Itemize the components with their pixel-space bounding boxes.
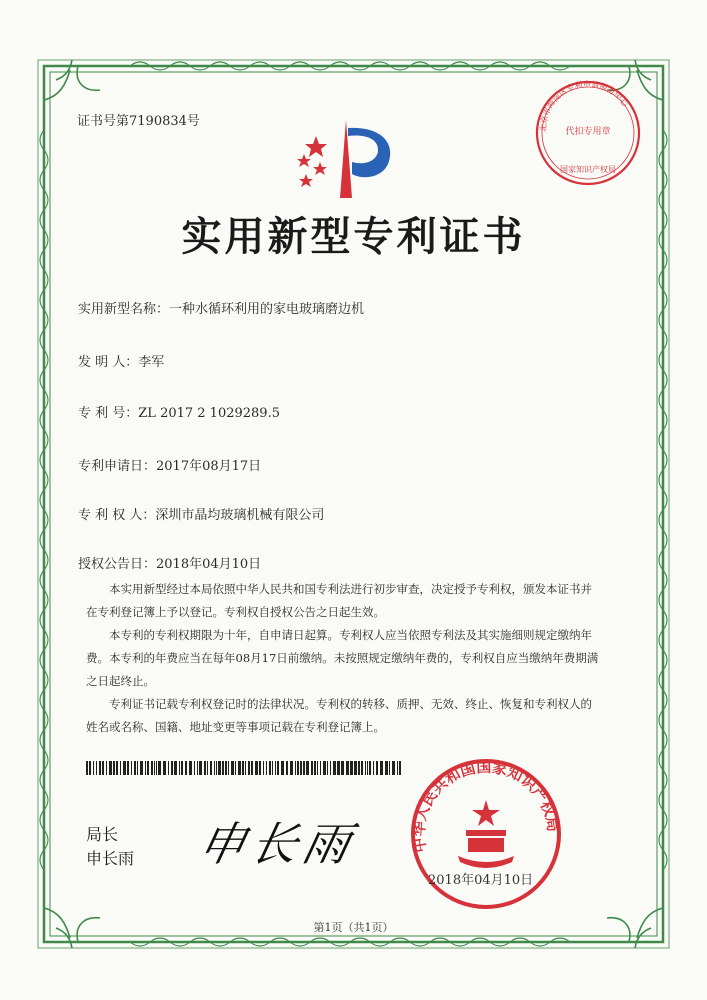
field-application-date: 专利申请日：2017年08月17日 [78,459,262,474]
agent-seal-icon [533,78,643,188]
agent-seal-bottom-text: 国家知识产权局 [560,165,616,174]
certificate-body [86,578,601,739]
agent-seal-inner-text: 代扣专用章 [565,127,611,137]
field-patentee: 专 利 权 人：深圳市晶均玻璃机械有限公司 [78,508,325,523]
official-seal-icon [408,756,564,912]
cnipa-logo-icon [296,118,408,200]
certificate-number: 证书号第7190834号 [77,114,200,129]
handwritten-signature: 申长雨 [193,817,362,871]
signature-name: 申长雨 [86,849,135,868]
field-utility-model-name: 实用新型名称：一种水循环利用的家电玻璃磨边机 [78,302,365,317]
field-inventor: 发 明 人：李军 [78,355,165,370]
barcode [86,761,406,775]
page-title: 实用新型专利证书 [181,214,526,260]
official-seal-text: 中华人民共和国国家知识产权局 [409,757,563,854]
svg-text:北京市海淀区专利申请服务中心 [538,79,630,132]
agent-seal-outer-text: 北京市海淀区专利申请服务中心 [538,79,630,133]
field-grant-date: 授权公告日：2018年04月10日 [78,557,262,572]
signature-title: 局长 [86,825,119,844]
body-paragraph: 本专利的专利权期限为十年，自申请日起算。专利权人应当依照专利法及其实施细则规定缴纳年费。本专利的年费应当在每年08月17日前缴纳。未按照规定缴纳年费的，专利权自应当缴纳年费期满之日起终止。 [86,628,599,688]
body-paragraph: 专利证书记载专利权登记时的法律状况。专利权的转移、质押、无效、终止、恢复和专利权人的姓名或名称、国籍、地址变更等事项记载在专利登记簿上。 [86,697,592,734]
seal-date: 2018年04月10日 [428,873,534,888]
field-patent-number: 专 利 号：ZL 2017 2 1029289.5 [78,406,280,421]
body-paragraph: 本实用新型经过本局依照中华人民共和国专利法进行初步审查，决定授予专利权，颁发本证书并在专利登记簿上予以登记。专利权自授权公告之日起生效。 [86,582,592,619]
page-footer: 第1页（共1页） [313,921,394,934]
